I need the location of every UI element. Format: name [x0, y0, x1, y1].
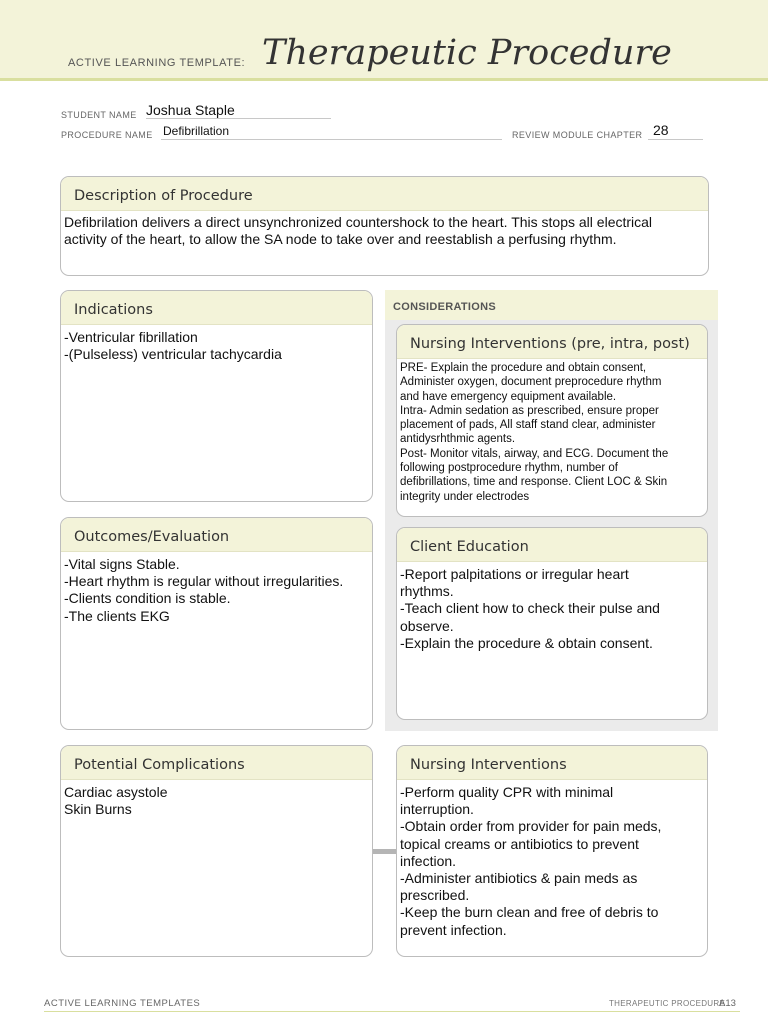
complications-box [60, 745, 373, 957]
text-line: -Clients condition is stable. [64, 590, 231, 607]
student-name-value[interactable]: Joshua Staple [146, 102, 235, 118]
nursing-interventions-title: Nursing Interventions [397, 746, 707, 780]
text-line: and have emergency equipment available. [400, 390, 617, 403]
complications-text[interactable] [61, 780, 372, 818]
student-name-label: STUDENT NAME [61, 110, 137, 120]
text-line: -The clients EKG [64, 607, 170, 624]
text-line: Cardiac asystole [64, 784, 168, 800]
indications-text[interactable] [61, 325, 372, 363]
text-line: Post- Monitor vitals, airway, and ECG. Document the [400, 447, 669, 460]
client-education-box [396, 527, 708, 720]
text-line: -Obtain order from provider for pain meds, [400, 818, 662, 835]
description-text[interactable] [61, 211, 708, 248]
indications-box [60, 290, 373, 502]
nursing-pre-intra-post-text[interactable] [397, 359, 707, 504]
outcomes-title: Outcomes/Evaluation [61, 518, 372, 552]
footer-left-label: ACTIVE LEARNING TEMPLATES [44, 998, 201, 1009]
text-line: -Report palpitations or irregular heart [400, 566, 629, 582]
client-education-text[interactable] [397, 562, 707, 652]
text-line: observe. [400, 617, 454, 634]
text-line: defibrillations, time and response. Client LOC & Skin [400, 476, 668, 489]
page-number: A13 [719, 998, 736, 1009]
footer-divider [44, 1011, 740, 1012]
nursing-pre-intra-post-box [396, 324, 708, 517]
text-line: -Keep the burn clean and free of debris to [400, 904, 659, 921]
text-line: Defibrilation delivers a direct unsynchronized countershock to the heart. This stops all electrical [64, 214, 653, 230]
procedure-name-label: PROCEDURE NAME [61, 130, 153, 140]
text-line: -Ventricular fibrillation [64, 329, 198, 345]
indications-title: Indications [61, 291, 372, 325]
text-line: -Teach client how to check their pulse and [400, 600, 660, 617]
complications-title: Potential Complications [61, 746, 372, 780]
connector-bar [373, 849, 397, 854]
text-line: -Perform quality CPR with minimal [400, 784, 614, 800]
outcomes-box [60, 517, 373, 730]
template-title: Therapeutic Procedure [262, 33, 672, 73]
text-line: -Vital signs Stable. [64, 556, 180, 572]
text-line: integrity under electrodes [400, 490, 530, 503]
text-line: antidysrhthmic agents. [400, 433, 516, 446]
text-line: placement of pads, All staff stand clear, administer [400, 419, 656, 432]
text-line: -Explain the procedure & obtain consent. [400, 634, 653, 651]
text-line: PRE- Explain the procedure and obtain consent, [400, 362, 647, 374]
chapter-value[interactable]: 28 [653, 122, 669, 138]
description-title: Description of Procedure [61, 177, 708, 211]
procedure-name-line [161, 139, 502, 140]
procedure-name-value[interactable]: Defibrillation [163, 124, 230, 138]
text-line: topical creams or antibiotics to prevent [400, 835, 639, 852]
text-line: -Administer antibiotics & pain meds as [400, 870, 638, 887]
description-box [60, 176, 709, 276]
text-line: following postprocedure rhythm, number of [400, 462, 618, 475]
text-line: prescribed. [400, 887, 470, 904]
considerations-label: CONSIDERATIONS [385, 290, 718, 320]
text-line: -(Pulseless) ventricular tachycardia [64, 346, 282, 363]
text-line: activity of the heart, to allow the SA node to take over and reestablish a perfusing rhythm. [64, 231, 617, 248]
chapter-label: REVIEW MODULE CHAPTER [512, 130, 643, 140]
text-line: interruption. [400, 801, 474, 818]
text-line: -Heart rhythm is regular without irregularities. [64, 573, 344, 590]
text-line: infection. [400, 852, 457, 869]
outcomes-text[interactable] [61, 552, 372, 625]
nursing-interventions-text[interactable] [397, 780, 707, 939]
nursing-pre-intra-post-title: Nursing Interventions (pre, intra, post) [397, 325, 707, 359]
nursing-interventions-box [396, 745, 708, 957]
student-name-line [146, 118, 331, 119]
text-line: Intra- Admin sedation as prescribed, ensure proper [400, 404, 659, 417]
template-label: ACTIVE LEARNING TEMPLATE: [68, 57, 246, 69]
text-line: Administer oxygen, document preprocedure rhythm [400, 376, 662, 389]
text-line: prevent infection. [400, 921, 507, 938]
text-line: rhythms. [400, 583, 454, 600]
client-education-title: Client Education [397, 528, 707, 562]
chapter-line [648, 139, 703, 140]
template-header [0, 0, 768, 81]
footer-right-label: THERAPEUTIC PROCEDURE [609, 999, 726, 1008]
text-line: Skin Burns [64, 801, 132, 818]
